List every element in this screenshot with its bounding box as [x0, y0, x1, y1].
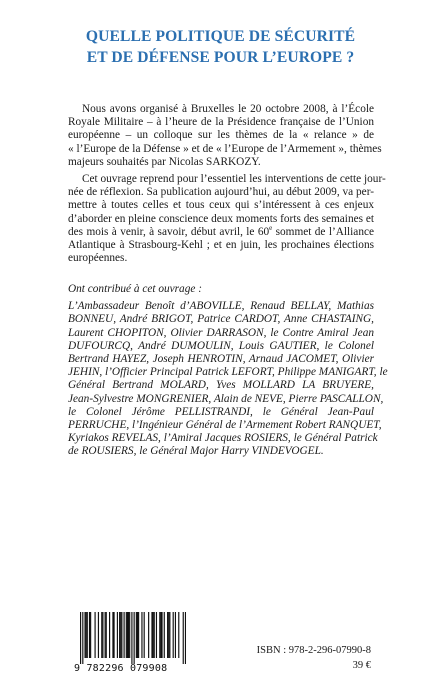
- contributor-line: Bertrand HAYEZ, Joseph HENROTIN, Arnaud JACOMET, Olivier: [68, 353, 374, 366]
- barcode-bar: [153, 612, 154, 658]
- barcode-bar: [112, 612, 113, 658]
- text-line: Atlantique à Strasbourg-Kehl ; et en juin, les prochaines élections: [68, 239, 374, 252]
- barcode-bar: [185, 612, 186, 664]
- barcode-bar: [127, 612, 128, 658]
- barcode-bar: [131, 612, 132, 664]
- contributor-line: Général Bertrand MOLARD, Yves MOLLARD LA BRUYERE,: [68, 379, 374, 392]
- barcode-bar: [105, 612, 106, 658]
- barcode-bar: [141, 612, 142, 658]
- contributor-line: BONNEU, André BRIGOT, Patrice CARDOT, Anne CHASTAING,: [68, 313, 374, 326]
- ean-barcode: [74, 612, 186, 676]
- barcode-bar: [159, 612, 160, 658]
- barcode-bar: [113, 612, 114, 658]
- barcode-bar: [98, 612, 99, 658]
- text-fragment: des mois à venir, à savoir, début avril, le 60: [68, 225, 270, 238]
- barcode-bar: [164, 612, 165, 658]
- barcode-bar: [148, 612, 149, 658]
- barcode-bar: [126, 612, 127, 658]
- contributor-line: DUFOURCQ, André DUMOULIN, Louis GAUTIER, le Colonel: [68, 339, 374, 352]
- barcode-bar: [156, 612, 157, 658]
- barcode-bar: [106, 612, 107, 658]
- text-line: européennes.: [68, 252, 128, 265]
- book-price: 39 €: [352, 660, 371, 671]
- barcode-bar: [109, 612, 110, 658]
- contributors-section: [68, 283, 388, 459]
- barcode-bar: [101, 612, 102, 658]
- barcode-bar: [80, 612, 81, 664]
- barcode-bar: [161, 612, 162, 658]
- barcode-bar: [175, 612, 176, 658]
- contributors-heading: Ont contribué à cet ouvrage :: [68, 283, 202, 295]
- cover-title: [0, 26, 441, 68]
- text-line: mettre à toutes celles et tous ceux qui s’intéressent à ces enjeux: [68, 199, 374, 212]
- barcode-bar: [128, 612, 129, 658]
- barcode-bar: [136, 612, 137, 658]
- text-line: majeurs souhaités par Nicolas SARKOZY.: [68, 155, 261, 168]
- title-line-2: ET DE DÉFENSE POUR L’EUROPE ?: [86, 49, 355, 66]
- barcode-bar: [134, 612, 135, 664]
- contributor-line: Laurent CHOPITON, Olivier DARRASON, le Contre Amiral Jean: [68, 326, 374, 339]
- contributor-line: JEHIN, l’Officier Principal Patrick LEFORT, Philippe MANIGART, le: [68, 366, 388, 379]
- barcode-bar: [89, 612, 90, 658]
- barcode-bar: [90, 612, 91, 658]
- contributor-line: de ROUSIERS, le Général Major Harry VINDEVOGEL.: [68, 445, 324, 458]
- paragraph-intro: [68, 103, 382, 169]
- barcode-bar: [154, 612, 155, 658]
- barcode-bar: [124, 612, 125, 658]
- text-line: d’aborder en pleine conscience deux moments forts des semaines et: [68, 212, 374, 225]
- text-line-with-superscript: [68, 226, 374, 239]
- barcode-bar: [95, 612, 96, 658]
- text-line: Nous avons organisé à Bruxelles le 20 octobre 2008, à l’École: [82, 103, 374, 115]
- text-fragment: sommet de l’Alliance: [272, 225, 374, 238]
- text-line: Cet ouvrage reprend pour l’essentiel les interventions de cette jour-: [82, 173, 386, 185]
- text-line: Royale Militaire – à l’heure de la Présidence française de l’Union: [68, 116, 374, 129]
- contributor-line: Jean-Sylvestre MONGRENIER, Alain de NEVE, Pierre PASCALLON,: [68, 392, 384, 405]
- contributor-line: le Colonel Jérôme PELLISTRANDI, le Général Jean-Paul: [68, 405, 374, 418]
- barcode-digits: 9 782296 079908: [74, 663, 168, 674]
- barcode-bar: [138, 612, 139, 658]
- isbn-number: ISBN : 978-2-296-07990-8: [256, 645, 371, 656]
- barcode-bar: [144, 612, 145, 658]
- barcode-bar: [169, 612, 170, 658]
- barcode-bar: [119, 612, 120, 658]
- barcode-bar: [102, 612, 103, 658]
- barcode-bar: [137, 612, 138, 658]
- barcode-bar: [120, 612, 121, 658]
- contributor-line: PERRUCHE, l’Ingénieur Général de l’Armement Robert RANQUET,: [68, 419, 382, 432]
- barcode-bar: [87, 612, 88, 658]
- barcode-bar: [117, 612, 118, 658]
- title-line-1: QUELLE POLITIQUE DE SÉCURITÉ: [85, 28, 356, 45]
- barcode-bar: [160, 612, 161, 658]
- paragraph-publication: [68, 173, 386, 265]
- barcode-bar: [84, 612, 85, 658]
- barcode-bar: [151, 612, 152, 658]
- barcode-bar: [183, 612, 184, 664]
- contributor-line: L’Ambassadeur Benoît d’ABOVILLE, Renaud BELLAY, Mathias: [68, 300, 374, 313]
- barcode-bar: [178, 612, 179, 658]
- barcode-bar: [121, 612, 122, 658]
- text-line: européenne – un colloque sur les thèmes de la « relance » de: [68, 129, 374, 142]
- text-line: « l’Europe de la Défense » et de « l’Europe de l’Armement », thèmes: [68, 142, 382, 155]
- barcode-bar: [168, 612, 169, 658]
- barcode-bars: [80, 612, 186, 664]
- barcode-bar: [173, 612, 174, 658]
- barcode-bar: [129, 612, 130, 658]
- barcode-bar: [167, 612, 168, 658]
- text-line: née de réflexion. Sa publication aujourd’hui, au début 2009, va per-: [68, 186, 374, 199]
- barcode-bar: [82, 612, 83, 664]
- ordinal-superscript: e: [269, 224, 273, 233]
- contributor-line: Kyriakos REVELAS, l’Amiral Jacques ROSIERS, le Général Patrick: [68, 432, 378, 445]
- barcode-bar: [86, 612, 87, 658]
